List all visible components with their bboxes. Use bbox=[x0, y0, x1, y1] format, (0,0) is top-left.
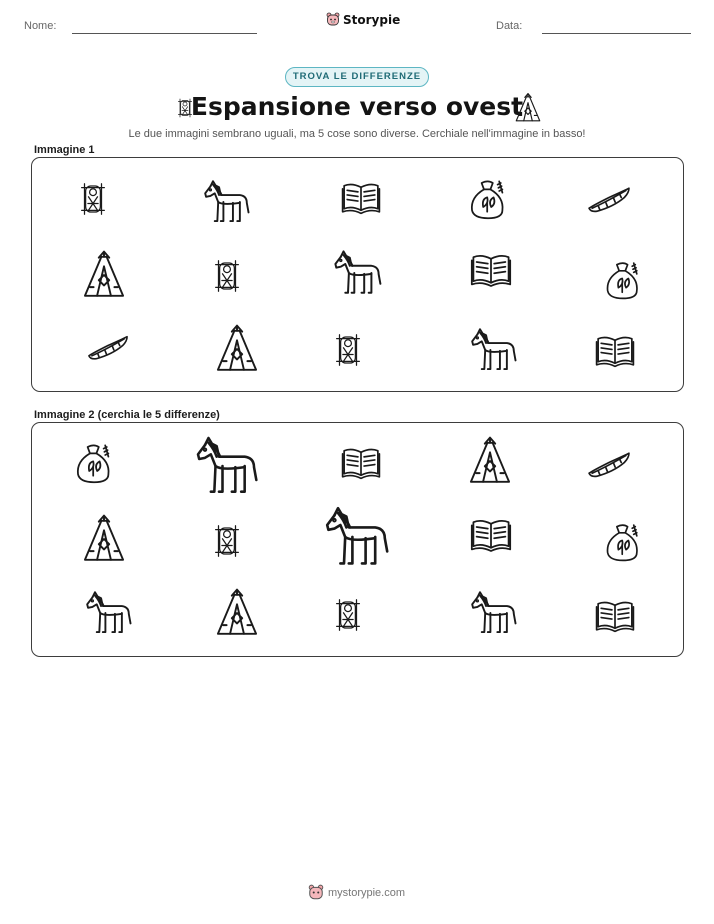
seed-bag-icon[interactable] bbox=[464, 174, 512, 224]
name-label: Nome: bbox=[24, 20, 57, 32]
cradleboard-icon[interactable] bbox=[210, 515, 244, 567]
book-icon[interactable] bbox=[588, 593, 642, 639]
book-icon[interactable] bbox=[464, 511, 518, 559]
brand-name: Storypie bbox=[343, 12, 401, 27]
image-panel-2 bbox=[31, 422, 684, 657]
cradleboard-icon[interactable] bbox=[331, 589, 365, 641]
horse-icon-large[interactable] bbox=[318, 501, 394, 573]
page-title: Espansione verso ovest bbox=[190, 92, 524, 121]
panel-2-label: Immagine 2 (cerchia le 5 differenze) bbox=[34, 409, 220, 421]
tipi-icon[interactable] bbox=[464, 435, 516, 487]
footer-url[interactable]: mystorypie.com bbox=[328, 886, 406, 899]
horse-icon[interactable] bbox=[467, 324, 519, 376]
panel-1-label: Immagine 1 bbox=[34, 144, 95, 156]
instructions: Le due immagini sembrano uguali, ma 5 cose sono diverse. Cerchiale nell'immagine in basso! bbox=[128, 128, 586, 140]
storypie-mascot-icon bbox=[308, 884, 324, 901]
horse-icon[interactable] bbox=[200, 176, 252, 228]
date-line[interactable] bbox=[542, 33, 691, 34]
horse-icon[interactable] bbox=[82, 587, 134, 639]
name-line[interactable] bbox=[72, 33, 257, 34]
book-icon[interactable] bbox=[334, 175, 388, 221]
tipi-icon[interactable] bbox=[78, 513, 130, 565]
canoe-icon[interactable] bbox=[82, 325, 134, 369]
storypie-mascot-icon bbox=[326, 12, 340, 27]
book-icon[interactable] bbox=[588, 328, 642, 374]
book-icon[interactable] bbox=[334, 440, 388, 486]
horse-icon[interactable] bbox=[330, 246, 384, 300]
tipi-icon[interactable] bbox=[210, 587, 264, 639]
horse-icon-large[interactable] bbox=[188, 431, 264, 501]
activity-badge: TROVA LE DIFFERENZE bbox=[285, 67, 429, 87]
cradleboard-icon[interactable] bbox=[331, 324, 365, 376]
canoe-icon[interactable] bbox=[582, 176, 636, 222]
cradleboard-icon bbox=[175, 92, 195, 124]
seed-bag-icon[interactable] bbox=[600, 256, 646, 304]
horse-icon[interactable] bbox=[467, 587, 519, 639]
tipi-icon[interactable] bbox=[210, 323, 264, 375]
seed-bag-icon[interactable] bbox=[70, 438, 118, 488]
cradleboard-icon[interactable] bbox=[210, 250, 244, 302]
canoe-icon[interactable] bbox=[582, 441, 636, 487]
date-label: Data: bbox=[496, 20, 523, 32]
tipi-icon[interactable] bbox=[78, 249, 130, 301]
footer bbox=[308, 884, 405, 901]
seed-bag-icon[interactable] bbox=[600, 518, 646, 566]
brand-logo bbox=[326, 12, 400, 27]
tipi-icon bbox=[512, 92, 544, 124]
image-panel-1 bbox=[31, 157, 684, 392]
book-icon[interactable] bbox=[464, 246, 518, 294]
cradleboard-icon[interactable] bbox=[76, 173, 110, 225]
